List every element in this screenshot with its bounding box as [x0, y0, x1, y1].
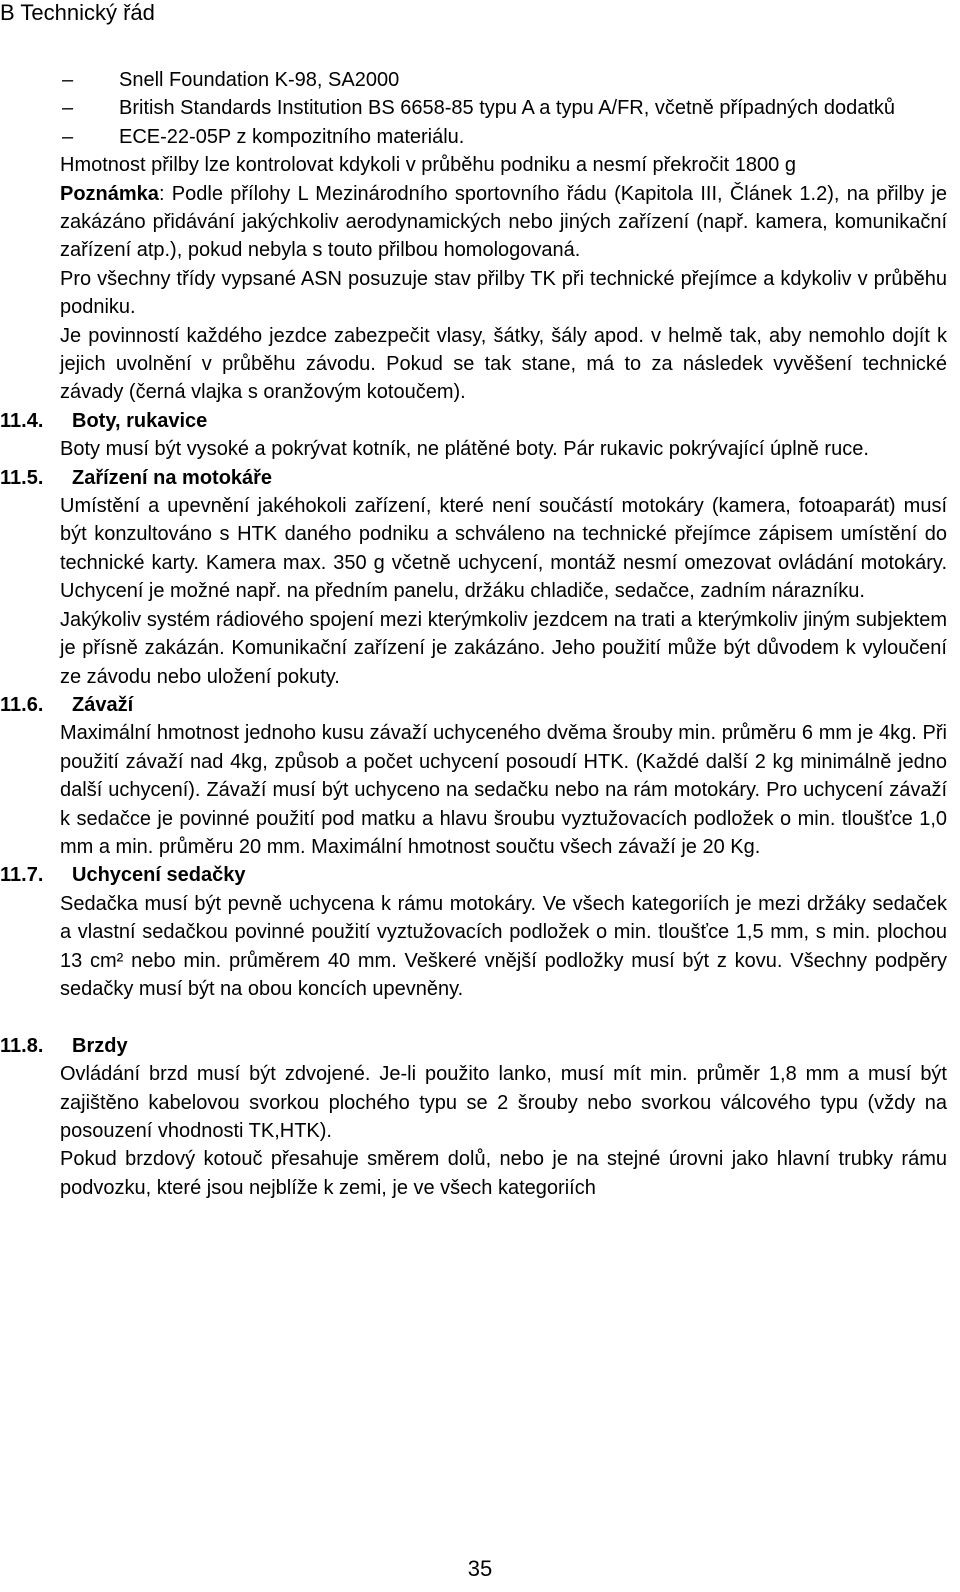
- note-paragraph: [0, 180, 947, 265]
- list-item-text: ECE-22-05P z kompozitního materiálu.: [119, 125, 465, 148]
- section-heading: [0, 464, 960, 492]
- section-number: 11.7.: [0, 864, 44, 887]
- page-number: 35: [467, 1556, 493, 1581]
- paragraph-asn: Pro všechny třídy vypsané ASN posuzuje stav přilby TK při technické přejímce a kdykoliv v průběhu podniku.: [60, 267, 947, 319]
- list-item: [0, 123, 947, 151]
- list-item: [0, 66, 947, 94]
- section-heading: [0, 691, 960, 719]
- paragraph-hair: Je povinností každého jezdce zabezpečit vlasy, šátky, šály apod. v helmě tak, aby nemohlo dojít k jejich uvolnění v průběhu závodu. Pokud se tak stane, má to za následek vyvěšení technické závady (černá vlajka s oranžovým kotoučem).: [60, 324, 947, 404]
- section-paragraph: Jakýkoliv systém rádiového spojení mezi kterýmkoliv jezdcem na trati a kterýmkoliv jiným subjektem je přísně zakázán. Komunikační zařízení je zakázáno. Jeho použití může být důvodem k vyloučení ze závodu nebo uložení pokuty.: [60, 608, 947, 688]
- section-heading: [0, 407, 960, 435]
- note-text: : Podle přílohy L Mezinárodního sportovního řádu (Kapitola III, Článek 1.2), na přilby je zakázáno přidávání jakýchkoliv aerodynamických nebo jiných zařízení (např. kamera, komunikační zařízení atp.), pokud nebyla s touto přilbou homologovaná.: [60, 182, 947, 262]
- list-item-text: British Standards Institution BS 6658-85 typu A a typu A/FR, včetně případných dodatků: [119, 97, 896, 120]
- dash-bullet: –: [62, 69, 74, 91]
- section-paragraph: Maximální hmotnost jednoho kusu závaží uchyceného dvěma šrouby min. průměru 6 mm je 4kg. Při použití závaží nad 4kg, způsob a počet uchycení posoudí HTK. (Každé další 2 kg minimálně jedno další uchycení). Závaží musí být uchyceno na sedačku nebo na rám motokáry. Pro uchycení závaží k sedačce je povinné použití pod matku a hlavu šroubu vyztužovacích podložek o min. tloušťce 1,0 mm a min. průměru 20 mm. Maximální hmotnost součtu všech závaží je 20 Kg.: [60, 722, 947, 858]
- section-paragraph: Umístění a upevnění jakéhokoli zařízení, které není součástí motokáry (kamera, fotoaparát) musí být konzultováno s HTK daného podniku a schváleno na technické přejímce zápisem umístění do technické karty. Kamera max. 350 g včetně uchycení, montáž nesmí omezovat ovládání motokáry. Uchycení je možné např. na předním panelu, držáku chladiče, sedačce, zadním nárazníku.: [60, 495, 947, 603]
- section-number: 11.4.: [0, 409, 44, 432]
- section-heading: [0, 1032, 960, 1060]
- section-title: Boty, rukavice: [72, 409, 208, 432]
- section-number: 11.8.: [0, 1034, 44, 1057]
- dash-bullet: –: [62, 97, 74, 120]
- section-title: Závaží: [72, 693, 134, 716]
- section-paragraph: Pokud brzdový kotouč přesahuje směrem dolů, nebo je na stejné úrovni jako hlavní trubky rámu podvozku, které jsou nejblíže k zemi, je ve všech kategoriích: [60, 1148, 947, 1199]
- list-item: [0, 94, 947, 122]
- dash-bullet: –: [62, 125, 74, 148]
- note-label: Poznámka: [60, 182, 159, 205]
- list-item-text: Snell Foundation K-98, SA2000: [119, 69, 400, 91]
- section-paragraph: Ovládání brzd musí být zdvojené. Je-li použito lanko, musí mít min. průměr 1,8 mm a musí být zajištěno kabelovou svorkou plochého typu se 2 šrouby nebo svorkou válcového typu (vždy na posouzení vhodnosti TK,HTK).: [60, 1063, 947, 1142]
- section-number: 11.5.: [0, 466, 44, 489]
- section-number: 11.6.: [0, 693, 44, 716]
- section-title: Zařízení na motokáře: [72, 466, 273, 489]
- spacer: [0, 1003, 960, 1031]
- section-title: Brzdy: [72, 1034, 128, 1057]
- document-body: [0, 66, 960, 1202]
- section-title: Uchycení sedačky: [72, 864, 246, 887]
- section-paragraph: Boty musí být vysoké a pokrývat kotník, ne plátěné boty. Pár rukavic pokrývající úplně ruce.: [60, 438, 869, 461]
- paragraph-helmet-weight: Hmotnost přilby lze kontrolovat kdykoli v průběhu podniku a nesmí překročit 1800 g: [60, 154, 796, 177]
- section-paragraph: Sedačka musí být pevně uchycena k rámu motokáry. Ve všech kategoriích je mezi držáky sedaček a vlastní sedačkou povinné použití vyztužovacích podložek o min. tloušťce 1,5 mm, s min. plochou 13 cm² nebo min. průměrem 40 mm. Veškeré vnější podložky musí být z kovu. Všechny podpěry sedačky musí být na obou koncích upevněny.: [60, 892, 947, 1000]
- section-heading: [0, 861, 960, 889]
- page-header: B Technický řád: [0, 0, 155, 25]
